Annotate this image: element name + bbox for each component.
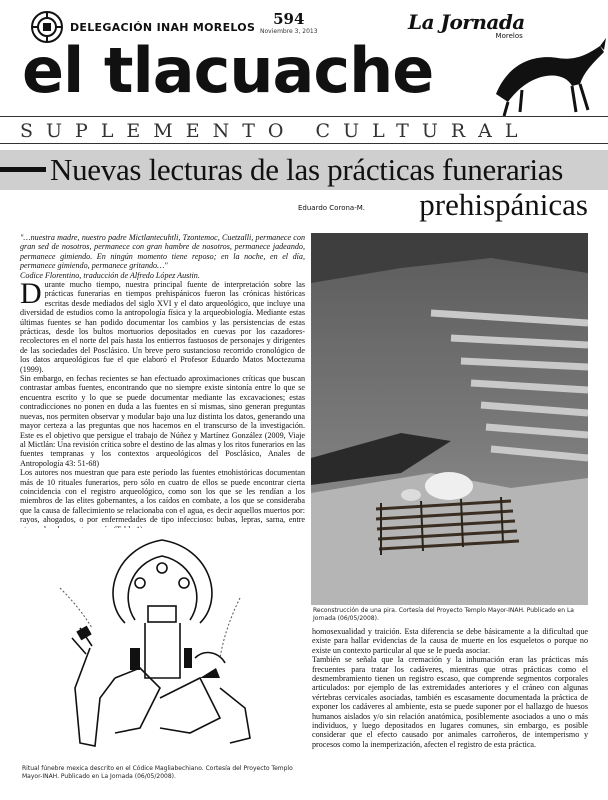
masthead-rule-bottom	[0, 143, 608, 144]
epigraph-text: "…nuestra madre, nuestro padre Mictlantecuhtli, Tzontemoc, Cuetzalli, permanece con gran sed de nosotros, permanece con gran hambre de nosotros, permanece jadeando, permanece gimiendo. En ningún momento tiene reposo; en la noche, en el día, permanece gimiendo, permanece gritando…"	[20, 233, 305, 271]
epigraph	[20, 233, 305, 280]
paragraph: Los autores nos muestran que para este período las fuentes etnohistóricas documentan más de 10 rituales funerarios, pero sólo en cuatro de ellos se puede encontrar cierta coincidencia con el registro arqueológico, como son los que se les rendían a los miembros de las elites gobernantes, a los caídos en combate, a los que se consideraba que la causa de fallecimiento se relacionaba con el agua, es decir aquellos muertos por: rayos, ahogados, o por enfermedades de tipo infeccioso: bubas, lepras, sarna, entre	[20, 468, 305, 525]
paragraph: homosexualidad y traición. Esta diferencia se debe básicamente a la dificultad que existe para hallar evidencias de la causa de muerte en los esqueletos o porque no existe un contexto particular al que se le pueda asociar.	[312, 627, 588, 655]
paragraph: Durante mucho tiempo, nuestra principal fuente de interpretación sobre las prácticas funerarias en tiempos prehispánicos fueron las crónicas históricas escritas desde mediados del siglo XVI y el dato arqueológico, que incluye una diversidad de estudios como la antropología física y la arqueobiología. Mediante estas últimas fuentes se han podido documentar los cambios y las persistencias de estas prácticas, desde los bultos mortuorios depositados en cuevas por los cazadores-recolectores en el norte del país hasta los entierros fastuosos de personajes y dirigentes de las sociedades del Posclásico. Un breve pero sustancioso recorrido cronológico de los datos arqueológicos fue el que elaboró el Profesor Eduardo Matos Moctezuma (1999).	[20, 277, 305, 374]
supplement-title: el tlacuache	[22, 34, 434, 107]
codex-caption: Ritual fúnebre mexica descrito en el Códice Magliabechiano. Cortesía del Proyecto Templo Mayor-INAH. Publicado en La Jornada (06/05/2008).	[22, 765, 293, 780]
codex-drawing	[20, 528, 305, 763]
epigraph-source: Codice Florentino, traducción de Alfredo López Austin.	[20, 270, 200, 280]
pyre-photo	[311, 233, 588, 605]
tlacuache-illustration	[488, 24, 608, 116]
headline-bar	[0, 167, 46, 172]
issue-date: Noviembre 3, 2013	[260, 28, 318, 35]
article-author: Eduardo Corona-M.	[298, 204, 365, 212]
newspaper-name: La Jornada	[408, 10, 525, 34]
masthead-rule-top	[0, 116, 608, 117]
paragraph: También se señala que la cremación y la inhumación eran las prácticas más frecuentes para tratar los cadáveres, mientras que otras prácticas como el desmembramiento tienen un registro escaso, que comprende segmentos corporales articulados: por ejemplo de las extremidades anteriores y el cráneo con algunas vértebras cervicales asociadas, también es escasamente documentada la práctica de exponer los cadáveres al ambiente, esta se puede suponer por el hallazgo de huesos humanos aislados y/o sin relación anatómica, posiblemente asociados a uno o más individuos, y luego depositados en lugares comunes, sin embargo, es posible considerar que el efecto causado por animales carroñeros, de intemperismo y procesos como la inemperización, afecten el registro de esta práctica.	[312, 655, 588, 749]
article-headline: Nuevas lecturas de las prácticas funerarias	[50, 152, 563, 187]
issue-number: 594	[273, 10, 305, 28]
supplement-subtitle: SUPLEMENTO CULTURAL	[20, 120, 531, 142]
left-column	[20, 277, 306, 562]
paragraph: Sin embargo, en fechas recientes se han efectuado aproximaciones críticas que buscan contrastar ambas fuentes, encontrando que no siempre existe sintonía entre lo que se encuentra escrito y lo que se puede documentar mediante las excavaciones; estas contradicciones no ponen en duda a las fuentes en sí mismas, sino generan preguntas nuevas, nos permiten observar y modular bajo una luz distinta los datos, generando una mayor certeza a las preguntas que nos hacemos en el transcurso de la investigación. Este es el objetivo que persigue el trabajo de Núñez y Martínez González (2009, Viaje al Mictlán: Una revisión crítica sobre el destino de las almas y los ritos funerarios en las fuentes tempranas y los contextos arqueológicos del Posclásico, Anales de Antropología 43: 51-68)	[20, 374, 306, 468]
drop-cap: D	[20, 277, 42, 310]
article-headline-continued: prehispánicas	[419, 187, 588, 222]
codex-illustration	[20, 528, 305, 763]
newspaper-region: Morelos	[495, 32, 523, 40]
institution-name: DELEGACIÓN INAH MORELOS	[70, 20, 256, 34]
pyre-photo-image	[311, 233, 588, 605]
photo-caption: Reconstrucción de una pira. Cortesía del Proyecto Templo Mayor-INAH. Publicado en La Jornada (06/05/2008).	[313, 607, 574, 622]
right-column	[312, 627, 588, 749]
masthead	[0, 0, 608, 150]
issue-block	[260, 10, 318, 35]
